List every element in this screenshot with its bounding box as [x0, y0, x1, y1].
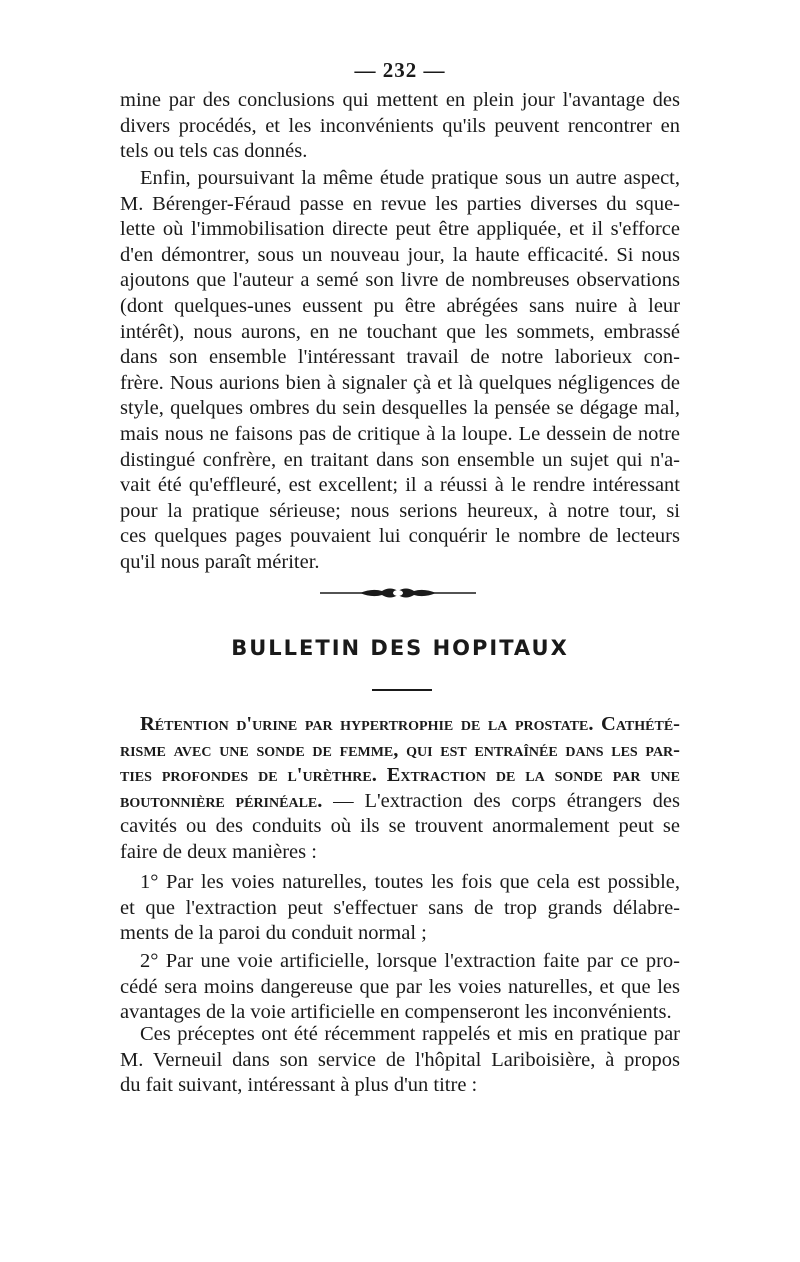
text-line: Ces préceptes ont été récemment rappelés et mis en pratique par [140, 1023, 680, 1045]
heading-line: Rétention d'urine par hypertrophie de la prostate. Cathété- [140, 713, 680, 735]
text-line: mais nous ne faisons pas de critique à la loupe. Le dessein de notre [120, 422, 680, 445]
paragraph-2 [120, 166, 680, 576]
section-title: BULLETIN DES HOPITAUX [231, 636, 569, 660]
text-line: tels ou tels cas donnés. [120, 140, 308, 163]
heading-line: ties profondes de l'urèthre. Extraction de la sonde par une [120, 764, 680, 787]
page-number: — 232 — [354, 58, 446, 82]
text-line: avantages de la voie artificielle en compenseront les inconvénients. [120, 1001, 672, 1024]
text-line: 2° Par une voie artificielle, lorsque l'extraction faite par ce pro- [140, 950, 680, 972]
text-line: vait été qu'effleuré, est excellent; il a réussi à le rendre intéressant [120, 474, 680, 497]
section-heading [120, 712, 680, 866]
text-line: cavités ou des conduits où ils se trouvent anormalement peut se [120, 815, 680, 838]
text-line: dans son ensemble l'intéressant travail de notre laborieux con- [120, 346, 680, 369]
text-line: lette où l'immobilisation directe peut être appliquée, et il s'efforce [120, 218, 680, 241]
text-line: intérêt), nous aurons, en ne touchant que les sommets, embrassé [120, 320, 680, 343]
text-line: faire de deux manières : [120, 840, 317, 863]
ornament-divider [320, 582, 476, 604]
text-line: d'en démontrer, sous un nouveau jour, la haute efficacité. Si nous [120, 243, 680, 266]
text-line: cédé sera moins dangereuse que par les voies naturelles, et que les [120, 975, 680, 998]
text-line: pour la pratique sérieuse; nous serions heureux, à notre tour, si [120, 499, 680, 522]
heading-line [120, 789, 680, 815]
text-line: Enfin, poursuivant la même étude pratique sous un autre aspect, [140, 167, 680, 189]
text-line: ments de la paroi du conduit normal ; [120, 922, 427, 945]
text-line: et que l'extraction peut s'effectuer sans de trop grands délabre- [120, 896, 680, 919]
text-line: ajoutons que l'auteur a semé son livre de nombreuses observations [120, 269, 680, 292]
heading-line: risme avec une sonde de femme, qui est entraînée dans les par- [120, 738, 680, 761]
paragraph-1 [120, 88, 680, 165]
text-line: distingué confrère, en traitant dans son ensemble un sujet qui n'a- [120, 448, 680, 471]
heading-sc-text: boutonnière périnéale. [120, 789, 323, 812]
text-line: M. Bérenger-Féraud passe en revue les parties diverses du sque- [120, 192, 680, 215]
text-line: (dont quelques-unes eussent pu être abrégées sans nuire à leur [120, 294, 680, 317]
list-item-2 [120, 949, 680, 1026]
text-line: 1° Par les voies naturelles, toutes les fois que cela est possible, [140, 871, 680, 893]
text-line: du fait suivant, intéressant à plus d'un titre : [120, 1074, 478, 1097]
text-line: M. Verneuil dans son service de l'hôpital Lariboisière, à propos [120, 1048, 680, 1071]
heading-rest-text: — L'extraction des corps étrangers des [322, 789, 680, 812]
text-line: style, quelques ombres du sein desquelles la pensée se dégage mal, [120, 397, 680, 420]
closing-paragraph [120, 1022, 680, 1099]
text-line: qu'il nous paraît mériter. [120, 550, 320, 573]
text-line: divers procédés, et les inconvénients qu'ils peuvent rencontrer en [120, 114, 680, 137]
text-line: frère. Nous aurions bien à signaler çà et là quelques négligences de [120, 371, 680, 394]
text-line: mine par des conclusions qui mettent en plein jour l'avantage des [120, 89, 680, 111]
title-rule [372, 689, 432, 691]
text-line: ces quelques pages pouvaient lui conquérir le nombre de lecteurs [120, 525, 680, 548]
list-item-1 [120, 870, 680, 947]
